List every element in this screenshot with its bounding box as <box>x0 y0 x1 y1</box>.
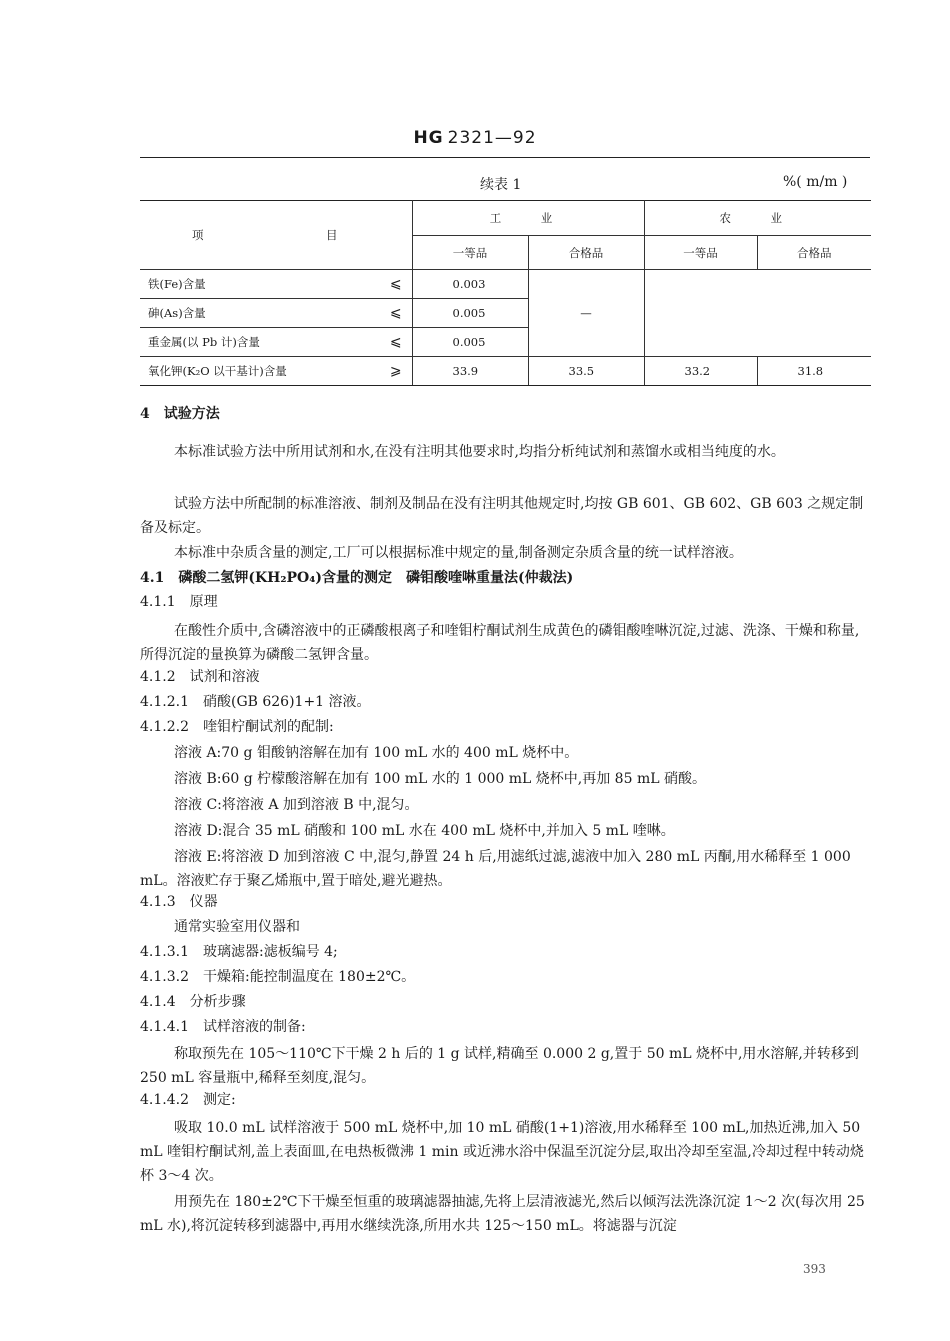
section-heading: 4.1.1 原理 <box>140 594 218 610</box>
section-heading: 4.1.4 分析步骤 <box>140 994 246 1010</box>
comparison-symbol: ⩽ <box>380 270 412 299</box>
page-number: 393 <box>803 1262 826 1276</box>
table-continued-caption: 续表 1 <box>480 177 522 193</box>
row-value: 0.005 <box>412 299 528 328</box>
header-rule <box>140 157 870 158</box>
paragraph: 吸取 10.0 mL 试样溶液于 500 mL 烧杯中,加 10 mL 硝酸(1+1)溶液,用水稀释至 100 mL,加热近沸,加入 50 mL 喹钼柠酮试剂,盖上表面皿,在电热板微沸 1 min 或近沸水浴中保温至沉淀分层,取出冷却至室温,冷却过程中转动烧杯 3～4 次。 <box>140 1120 864 1184</box>
section-heading: 4.1 磷酸二氢钾(KH₂PO₄)含量的测定 磷钼酸喹啉重量法(仲裁法) <box>140 570 574 586</box>
list-item: 4.1.4.2 测定: <box>140 1092 236 1108</box>
paragraph: 在酸性介质中,含磷溶液中的正磷酸根离子和喹钼柠酮试剂生成黄色的磷钼酸喹啉沉淀,过滤、洗涤、干燥和称量,所得沉淀的量换算为磷酸二氢钾含量。 <box>140 623 860 663</box>
grade-header: 合格品 <box>528 236 644 270</box>
paragraph: 用预先在 180±2℃下干燥至恒重的玻璃滤器抽滤,先将上层清液滤光,然后以倾泻法洗涤沉淀 1～2 次(每次用 25 mL 水),将沉淀转移到滤器中,再用水继续洗涤,所用水共 125～150 mL。将滤器与沉淀 <box>140 1194 865 1234</box>
row-name: 氧化钾(K₂O 以干基计)含量 <box>140 357 380 386</box>
table-row <box>140 357 871 386</box>
solution-item: 溶液 E:将溶液 D 加到溶液 C 中,混匀,静置 24 h 后,用滤纸过滤,滤液中加入 280 mL 丙酮,用水稀释至 1 000 mL。溶液贮存于聚乙烯瓶中,置于暗处,避光避热。 <box>140 849 851 889</box>
section-heading: 4.1.2 试剂和溶液 <box>140 669 260 685</box>
paragraph: 本标准试验方法中所用试剂和水,在没有注明其他要求时,均指分析纯试剂和蒸馏水或相当纯度的水。 <box>174 444 785 460</box>
empty-cell <box>644 270 871 357</box>
standard-number: 2321—92 <box>447 128 537 148</box>
comparison-symbol: ⩽ <box>380 299 412 328</box>
row-value: 33.5 <box>528 357 644 386</box>
section-heading: 4.1.3 仪器 <box>140 894 218 910</box>
comparison-symbol: ⩽ <box>380 328 412 357</box>
agricultural-group-header: 农 业 <box>644 201 871 236</box>
list-item: 4.1.3.1 玻璃滤器:滤板编号 4; <box>140 944 338 960</box>
list-item: 4.1.2.1 硝酸(GB 626)1+1 溶液。 <box>140 694 371 710</box>
row-name: 重金属(以 Pb 计)含量 <box>140 328 380 357</box>
document-header <box>0 128 950 148</box>
grade-header: 一等品 <box>644 236 757 270</box>
paragraph: 本标准中杂质含量的测定,工厂可以根据标准中规定的量,制备测定杂质含量的统一试样溶液。 <box>174 545 743 561</box>
table-header-row <box>140 201 871 236</box>
row-name: 铁(Fe)含量 <box>140 270 380 299</box>
spec-table <box>140 200 871 386</box>
list-item: 4.1.3.2 干燥箱:能控制温度在 180±2℃。 <box>140 969 416 985</box>
row-value: 0.005 <box>412 328 528 357</box>
grade-header: 合格品 <box>757 236 871 270</box>
solution-item: 溶液 A:70 g 钼酸钠溶解在加有 100 mL 水的 400 mL 烧杯中。 <box>174 745 579 761</box>
solution-item: 溶液 B:60 g 柠檬酸溶解在加有 100 mL 水的 1 000 mL 烧杯中,再加 85 mL 硝酸。 <box>174 771 706 787</box>
item-column-header: 项 目 <box>140 201 412 270</box>
table-row <box>140 270 871 299</box>
paragraph: 试验方法中所配制的标准溶液、制剂及制品在没有注明其他规定时,均按 GB 601、GB 602、GB 603 之规定制备及标定。 <box>140 496 864 536</box>
solution-item: 溶液 D:混合 35 mL 硝酸和 100 mL 水在 400 mL 烧杯中,并加入 5 mL 喹啉。 <box>174 823 675 839</box>
industrial-group-header: 工 业 <box>412 201 644 236</box>
list-item: 4.1.2.2 喹钼柠酮试剂的配制: <box>140 719 334 735</box>
row-value: 33.9 <box>412 357 528 386</box>
table-unit: %( m/m ) <box>783 174 848 190</box>
row-value: 0.003 <box>412 270 528 299</box>
row-name: 砷(As)含量 <box>140 299 380 328</box>
paragraph: 称取预先在 105～110℃下干燥 2 h 后的 1 g 试样,精确至 0.000 2 g,置于 50 mL 烧杯中,用水溶解,并转移到 250 mL 容量瓶中,稀释至刻度,混匀。 <box>140 1046 859 1086</box>
list-item: 4.1.4.1 试样溶液的制备: <box>140 1019 306 1035</box>
paragraph: 通常实验室用仪器和 <box>174 919 300 935</box>
dash-cell: — <box>528 270 644 357</box>
section-heading: 4 试验方法 <box>140 406 220 422</box>
row-value: 31.8 <box>757 357 871 386</box>
comparison-symbol: ⩾ <box>380 357 412 386</box>
solution-item: 溶液 C:将溶液 A 加到溶液 B 中,混匀。 <box>174 797 419 813</box>
standard-code: HG <box>413 128 444 148</box>
row-value: 33.2 <box>644 357 757 386</box>
grade-header: 一等品 <box>412 236 528 270</box>
